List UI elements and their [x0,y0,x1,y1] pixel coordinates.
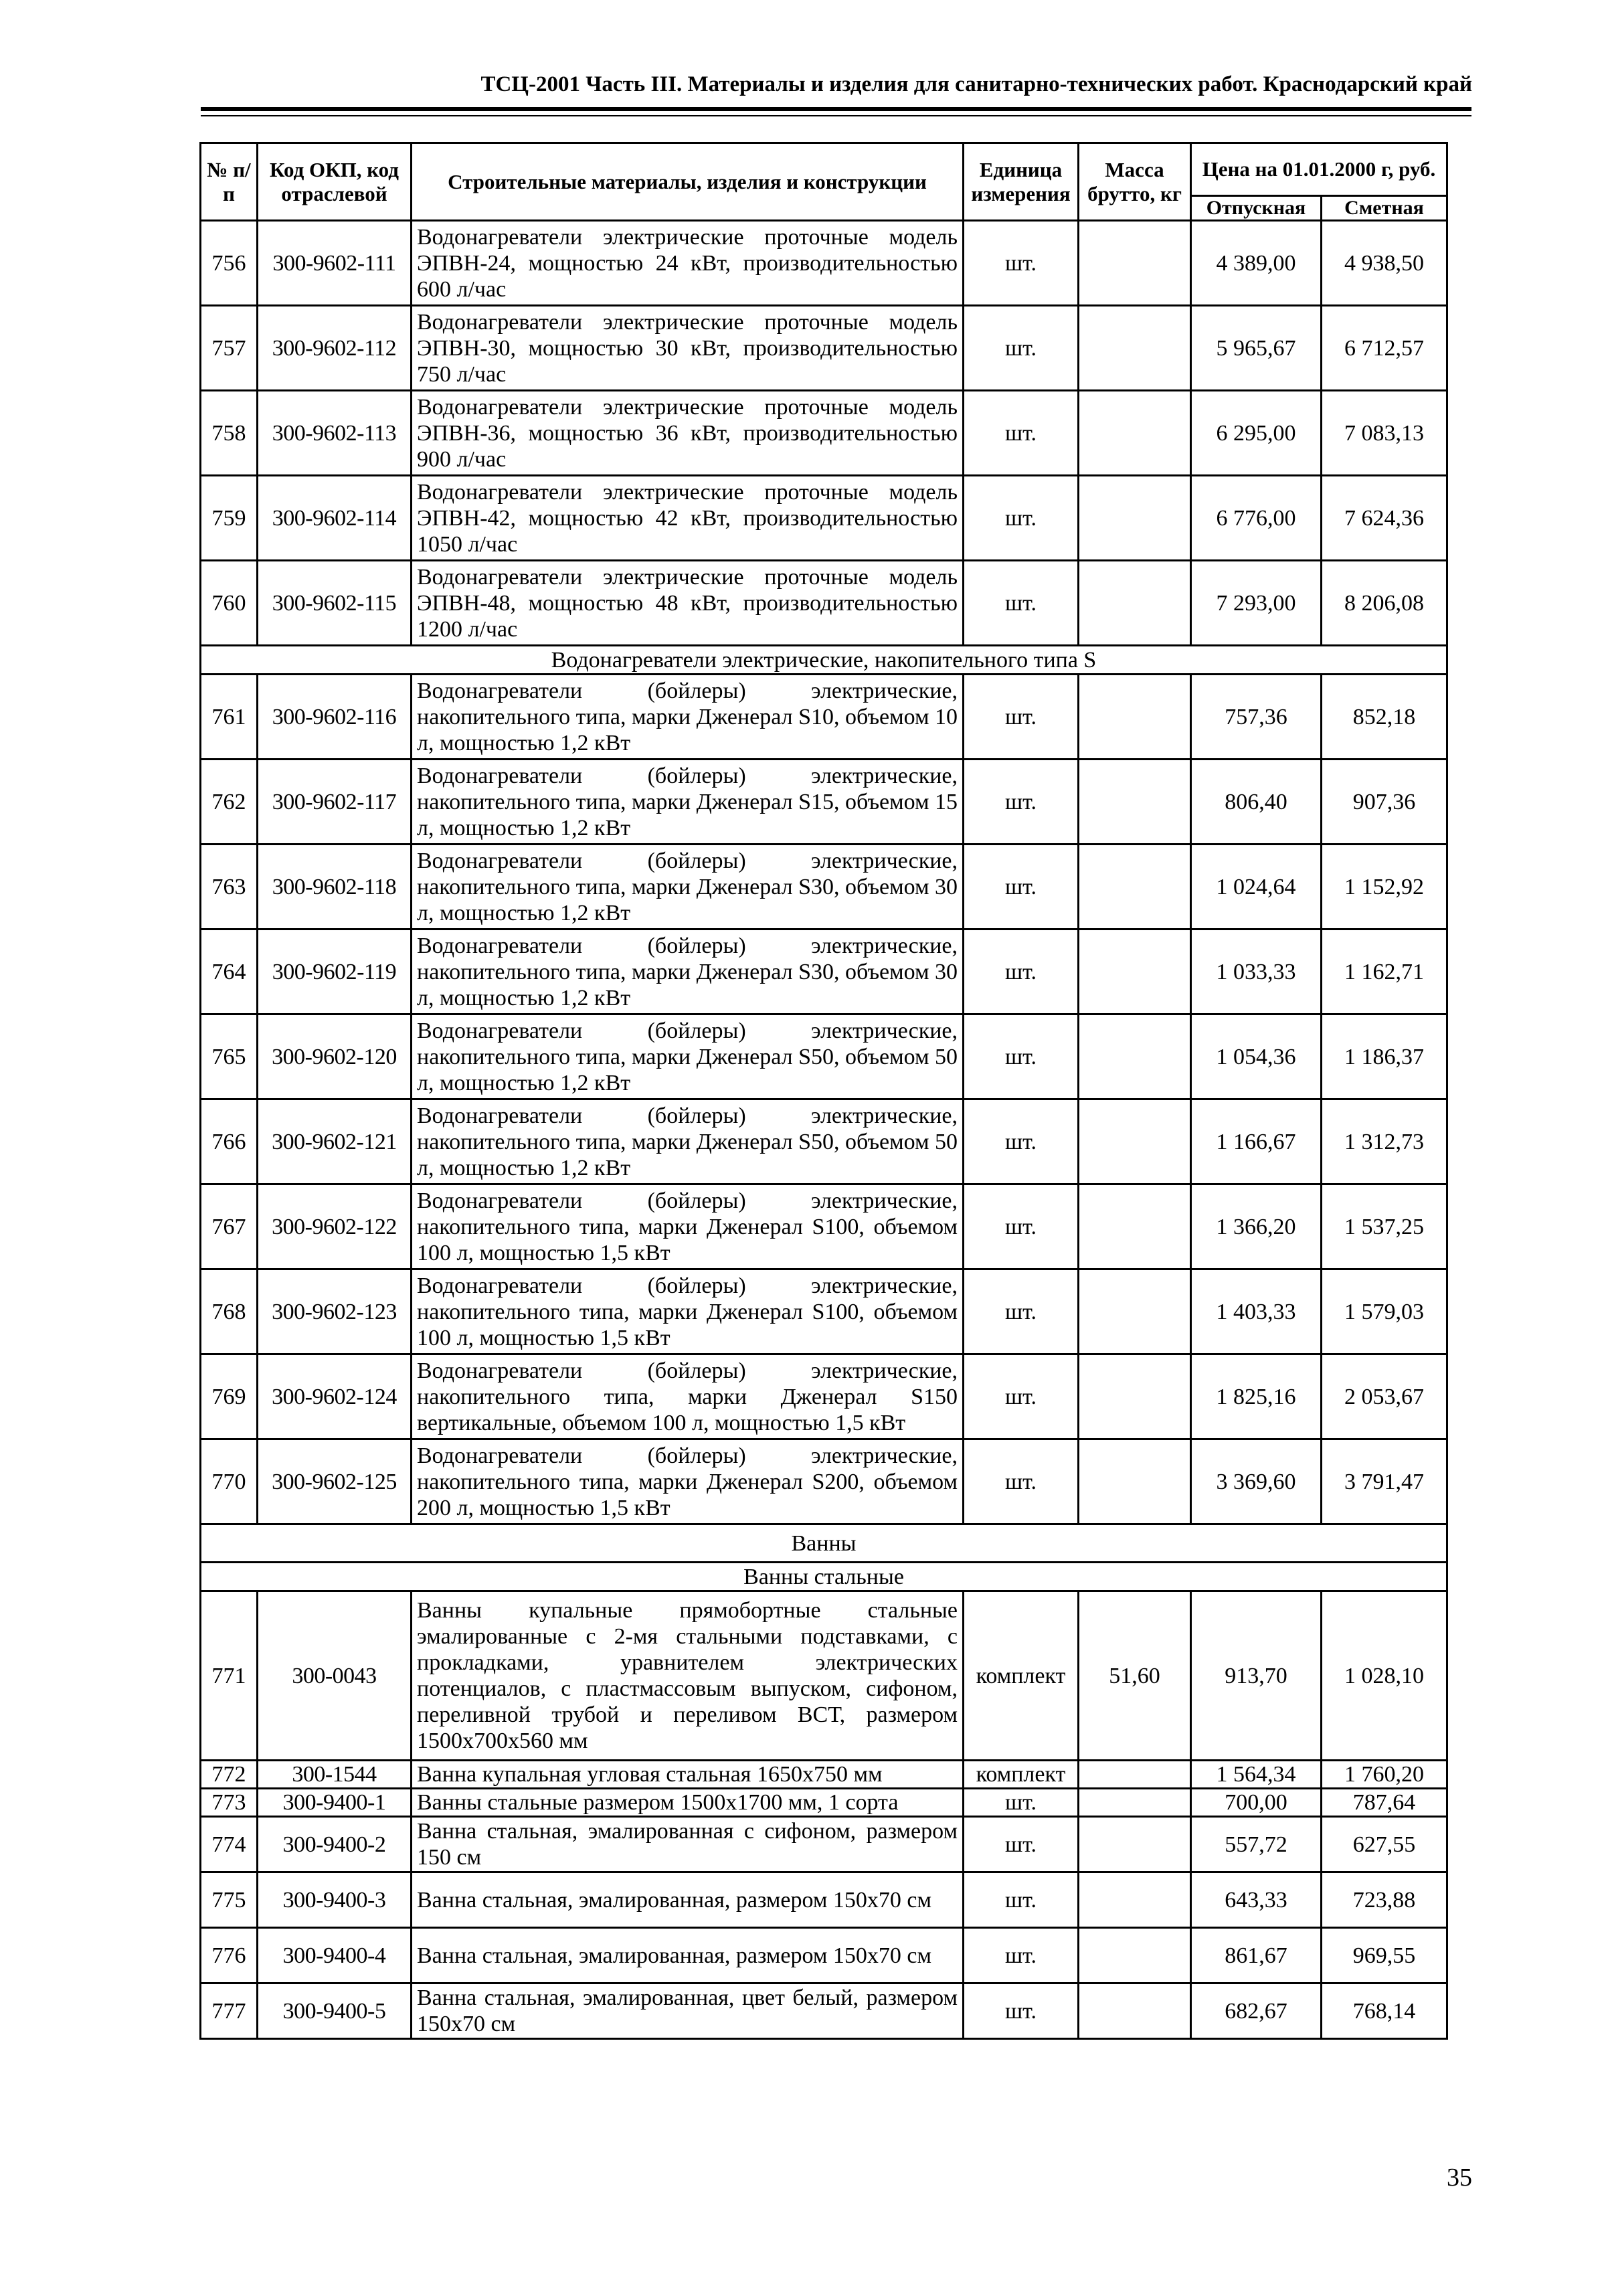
table-body-flow-heaters [201,221,1447,646]
row-price-estimate: 1 152,92 [1322,845,1447,930]
header-rule-thin [201,115,1471,116]
row-code: 300-9602-121 [258,1099,412,1184]
row-num: 775 [201,1872,258,1928]
row-description: Водонагреватели электрические проточные модель ЭПВН-48, мощностью 48 кВт, производительностью 1200 л/час [412,561,964,646]
row-mass [1079,1354,1191,1439]
section-title: Ванны [201,1524,1447,1563]
header-price-release: Отпускная [1191,196,1322,221]
row-code: 300-9602-119 [258,930,412,1014]
row-code: 300-9602-115 [258,561,412,646]
row-mass [1079,1928,1191,1983]
row-price-release: 557,72 [1191,1817,1322,1872]
row-code: 300-9602-120 [258,1014,412,1099]
row-price-estimate: 969,55 [1322,1928,1447,1983]
table-body-steel-baths-short [201,1761,1447,1817]
row-mass [1079,221,1191,306]
row-num: 759 [201,476,258,561]
row-price-estimate: 2 053,67 [1322,1354,1447,1439]
row-num: 758 [201,391,258,476]
row-unit: шт. [964,1354,1079,1439]
row-price-release: 6 776,00 [1191,476,1322,561]
row-unit: шт. [964,1789,1079,1817]
row-price-estimate: 7 083,13 [1322,391,1447,476]
row-price-release: 1 033,33 [1191,930,1322,1014]
row-num: 774 [201,1817,258,1872]
row-price-estimate: 907,36 [1322,760,1447,845]
row-unit: шт. [964,1099,1079,1184]
row-price-estimate: 1 028,10 [1322,1591,1447,1761]
table-row [201,1014,1447,1099]
row-price-release: 643,33 [1191,1872,1322,1928]
row-num: 765 [201,1014,258,1099]
table-row [201,760,1447,845]
row-num: 762 [201,760,258,845]
row-price-estimate: 787,64 [1322,1789,1447,1817]
row-price-estimate: 7 624,36 [1322,476,1447,561]
header-rule [201,107,1471,111]
row-num: 773 [201,1789,258,1817]
row-code: 300-9602-114 [258,476,412,561]
header-num: № п/п [201,143,258,221]
page-number: 35 [1447,2163,1472,2192]
row-mass [1079,1817,1191,1872]
row-num: 770 [201,1439,258,1524]
table-row [201,1591,1447,1761]
row-price-release: 913,70 [1191,1591,1322,1761]
row-unit: шт. [964,930,1079,1014]
row-price-estimate: 3 791,47 [1322,1439,1447,1524]
row-price-estimate: 6 712,57 [1322,306,1447,391]
row-description: Водонагреватели электрические проточные модель ЭПВН-24, мощностью 24 кВт, производительностью 600 л/час [412,221,964,306]
row-code: 300-0043 [258,1591,412,1761]
section-title: Водонагреватели электрические, накопительного типа S [201,646,1447,675]
row-description: Водонагреватели электрические проточные модель ЭПВН-30, мощностью 30 кВт, производительностью 750 л/час [412,306,964,391]
table-row [201,1184,1447,1269]
table-row [201,1928,1447,1983]
price-table [199,142,1448,2040]
row-description: Водонагреватели (бойлеры) электрические, накопительного типа, марки Дженерал S150 вертикальные, объемом 100 л, мощностью 1,5 кВт [412,1354,964,1439]
row-code: 300-9400-2 [258,1817,412,1872]
table-row [201,1439,1447,1524]
table-row [201,1983,1447,2039]
row-price-release: 7 293,00 [1191,561,1322,646]
row-unit: шт. [964,845,1079,930]
row-description: Водонагреватели (бойлеры) электрические, накопительного типа, марки Дженерал S10, объемом 10 л, мощностью 1,2 кВт [412,675,964,760]
row-price-release: 757,36 [1191,675,1322,760]
row-price-estimate: 1 162,71 [1322,930,1447,1014]
row-mass [1079,1439,1191,1524]
row-mass [1079,1014,1191,1099]
row-description: Ванна купальная угловая стальная 1650х750 мм [412,1761,964,1789]
header-unit: Единица измерения [964,143,1079,221]
row-price-estimate: 1 312,73 [1322,1099,1447,1184]
row-unit: шт. [964,221,1079,306]
row-price-estimate: 768,14 [1322,1983,1447,2039]
row-description: Водонагреватели электрические проточные модель ЭПВН-42, мощностью 42 кВт, производительностью 1050 л/час [412,476,964,561]
row-description: Водонагреватели (бойлеры) электрические, накопительного типа, марки Дженерал S15, объемом 15 л, мощностью 1,2 кВт [412,760,964,845]
row-price-release: 5 965,67 [1191,306,1322,391]
row-price-release: 4 389,00 [1191,221,1322,306]
row-price-release: 1 366,20 [1191,1184,1322,1269]
section-subtitle: Ванны стальные [201,1563,1447,1591]
row-code: 300-9602-117 [258,760,412,845]
row-unit: шт. [964,391,1079,476]
row-description: Ванны стальные размером 1500х1700 мм, 1 сорта [412,1789,964,1817]
table-row [201,1761,1447,1789]
row-unit: шт. [964,1817,1079,1872]
row-unit: шт. [964,1014,1079,1099]
row-price-estimate: 1 186,37 [1322,1014,1447,1099]
row-mass [1079,930,1191,1014]
row-description: Ванна стальная, эмалированная, размером 150х70 см [412,1872,964,1928]
row-unit: шт. [964,760,1079,845]
row-mass [1079,391,1191,476]
row-price-estimate: 723,88 [1322,1872,1447,1928]
row-price-estimate: 1 537,25 [1322,1184,1447,1269]
row-mass [1079,1761,1191,1789]
row-code: 300-9602-118 [258,845,412,930]
row-num: 766 [201,1099,258,1184]
row-price-estimate: 1 760,20 [1322,1761,1447,1789]
row-description: Водонагреватели (бойлеры) электрические, накопительного типа, марки Дженерал S30, объемом 30 л, мощностью 1,2 кВт [412,845,964,930]
row-price-release: 682,67 [1191,1983,1322,2039]
row-code: 300-9400-1 [258,1789,412,1817]
row-mass [1079,1872,1191,1928]
row-price-release: 1 564,34 [1191,1761,1322,1789]
row-price-estimate: 852,18 [1322,675,1447,760]
row-num: 756 [201,221,258,306]
table-body-storage-heaters [201,675,1447,1524]
table-row [201,221,1447,306]
table-row [201,561,1447,646]
header-name: Строительные материалы, изделия и конструкции [412,143,964,221]
row-description: Водонагреватели (бойлеры) электрические, накопительного типа, марки Дженерал S50, объемом 50 л, мощностью 1,2 кВт [412,1014,964,1099]
row-num: 763 [201,845,258,930]
row-mass [1079,1099,1191,1184]
row-price-release: 700,00 [1191,1789,1322,1817]
row-mass [1079,675,1191,760]
row-mass [1079,760,1191,845]
table-row [201,1817,1447,1872]
row-unit: шт. [964,1184,1079,1269]
table-row [201,845,1447,930]
row-code: 300-1544 [258,1761,412,1789]
row-price-release: 1 403,33 [1191,1269,1322,1354]
row-price-release: 3 369,60 [1191,1439,1322,1524]
row-num: 768 [201,1269,258,1354]
row-price-release: 806,40 [1191,760,1322,845]
row-code: 300-9602-113 [258,391,412,476]
row-mass: 51,60 [1079,1591,1191,1761]
row-price-release: 6 295,00 [1191,391,1322,476]
row-description: Водонагреватели (бойлеры) электрические, накопительного типа, марки Дженерал S200, объемом 200 л, мощностью 1,5 кВт [412,1439,964,1524]
table-row [201,1789,1447,1817]
row-description: Водонагреватели (бойлеры) электрические, накопительного типа, марки Дженерал S50, объемом 50 л, мощностью 1,2 кВт [412,1099,964,1184]
table-row [201,306,1447,391]
row-unit: шт. [964,306,1079,391]
row-mass [1079,845,1191,930]
row-num: 771 [201,1591,258,1761]
row-unit: шт. [964,561,1079,646]
row-code: 300-9602-116 [258,675,412,760]
row-price-release: 1 825,16 [1191,1354,1322,1439]
row-description: Водонагреватели электрические проточные модель ЭПВН-36, мощностью 36 кВт, производительностью 900 л/час [412,391,964,476]
table-row [201,1099,1447,1184]
row-num: 757 [201,306,258,391]
row-code: 300-9602-123 [258,1269,412,1354]
row-description: Ванны купальные прямобортные стальные эмалированные с 2-мя стальными подставками, с прокладками, уравнителем электрических потенциалов, с пластмассовым выпуском, сифоном, переливной трубой и переливом ВСТ, размером 1500х700х560 мм [412,1591,964,1761]
table-row [201,476,1447,561]
table-row [201,1269,1447,1354]
row-code: 300-9400-4 [258,1928,412,1983]
row-num: 761 [201,675,258,760]
page-header: ТСЦ-2001 Часть III. Материалы и изделия для санитарно-технических работ. Краснодарский край [480,72,1472,96]
row-description: Ванна стальная, эмалированная, цвет белый, размером 150х70 см [412,1983,964,2039]
row-num: 767 [201,1184,258,1269]
table-row [201,1872,1447,1928]
row-mass [1079,1269,1191,1354]
row-mass [1079,476,1191,561]
row-code: 300-9602-122 [258,1184,412,1269]
table-row [201,1354,1447,1439]
table-body-steel-baths [201,1817,1447,2039]
row-mass [1079,561,1191,646]
row-unit: комплект [964,1591,1079,1761]
row-unit: шт. [964,1439,1079,1524]
row-code: 300-9602-125 [258,1439,412,1524]
row-price-release: 1 166,67 [1191,1099,1322,1184]
header-mass: Масса брутто, кг [1079,143,1191,221]
row-unit: шт. [964,1928,1079,1983]
row-mass [1079,306,1191,391]
row-price-estimate: 4 938,50 [1322,221,1447,306]
row-price-estimate: 627,55 [1322,1817,1447,1872]
header-price-estimate: Сметная [1322,196,1447,221]
header-code: Код ОКП, код отраслевой [258,143,412,221]
row-price-release: 1 024,64 [1191,845,1322,930]
table-row [201,675,1447,760]
row-price-estimate: 1 579,03 [1322,1269,1447,1354]
row-price-estimate: 8 206,08 [1322,561,1447,646]
row-code: 300-9602-112 [258,306,412,391]
row-num: 760 [201,561,258,646]
row-mass [1079,1184,1191,1269]
row-code: 300-9602-124 [258,1354,412,1439]
row-mass [1079,1789,1191,1817]
table-row [201,930,1447,1014]
row-num: 777 [201,1983,258,2039]
header-price: Цена на 01.01.2000 г, руб. [1191,143,1447,196]
row-description: Ванна стальная, эмалированная с сифоном, размером 150 см [412,1817,964,1872]
row-description: Водонагреватели (бойлеры) электрические, накопительного типа, марки Дженерал S100, объемом 100 л, мощностью 1,5 кВт [412,1269,964,1354]
row-mass [1079,1983,1191,2039]
row-price-release: 861,67 [1191,1928,1322,1983]
row-unit: шт. [964,675,1079,760]
row-code: 300-9400-5 [258,1983,412,2039]
row-num: 769 [201,1354,258,1439]
table-row [201,391,1447,476]
row-num: 772 [201,1761,258,1789]
row-unit: шт. [964,476,1079,561]
row-code: 300-9400-3 [258,1872,412,1928]
row-unit: шт. [964,1269,1079,1354]
row-num: 764 [201,930,258,1014]
row-description: Ванна стальная, эмалированная, размером 150х70 см [412,1928,964,1983]
row-unit: комплект [964,1761,1079,1789]
row-price-release: 1 054,36 [1191,1014,1322,1099]
row-description: Водонагреватели (бойлеры) электрические, накопительного типа, марки Дженерал S100, объемом 100 л, мощностью 1,5 кВт [412,1184,964,1269]
row-unit: шт. [964,1983,1079,2039]
row-description: Водонагреватели (бойлеры) электрические, накопительного типа, марки Дженерал S30, объемом 30 л, мощностью 1,2 кВт [412,930,964,1014]
row-code: 300-9602-111 [258,221,412,306]
row-num: 776 [201,1928,258,1983]
row-unit: шт. [964,1872,1079,1928]
